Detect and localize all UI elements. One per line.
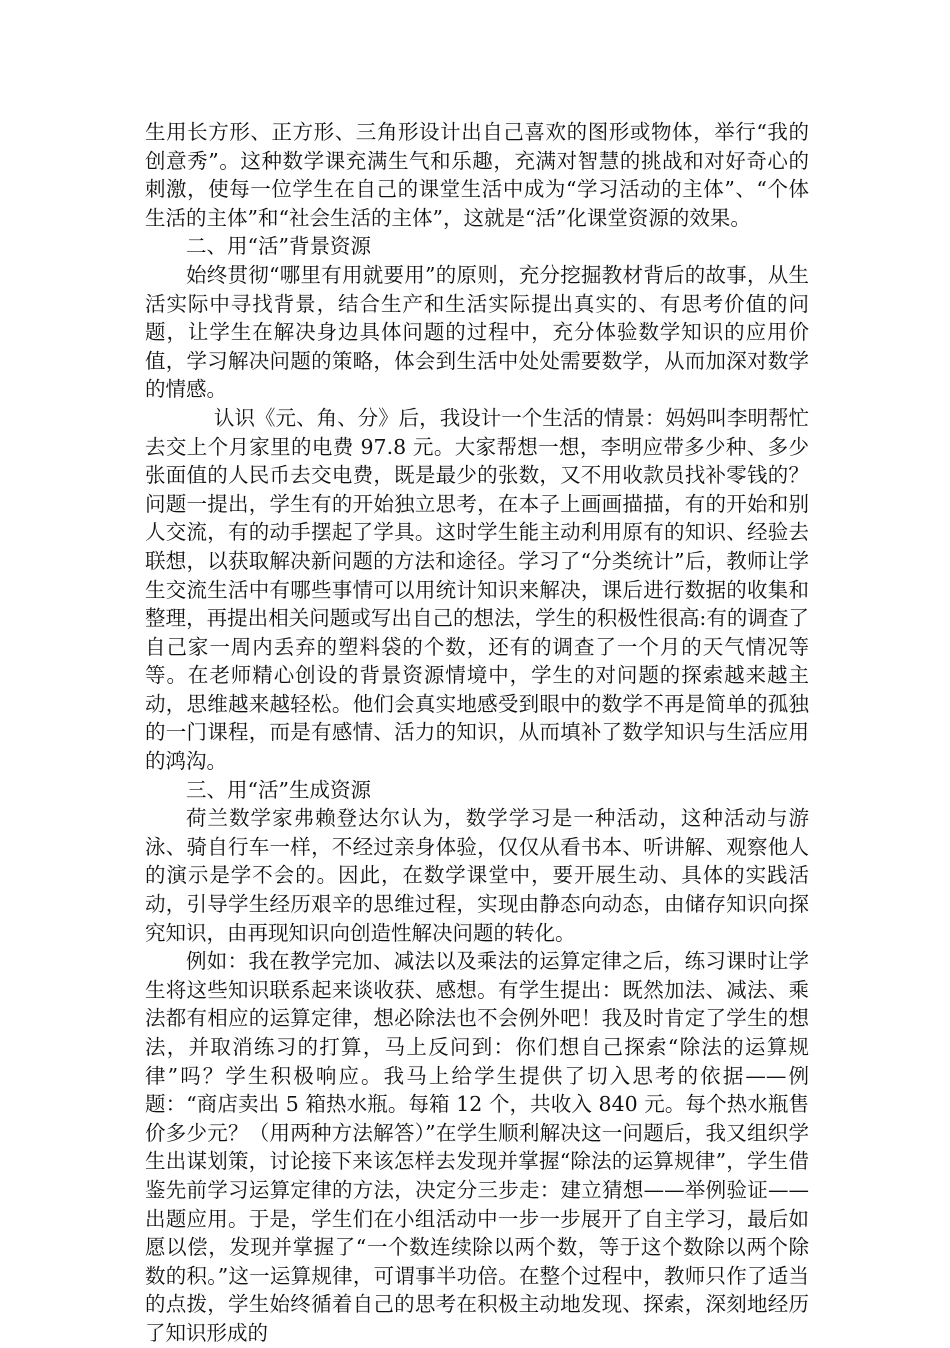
- paragraph-money-example: 认识《元、角、分》后，我设计一个生活的情景：妈妈叫李明帮忙去交上个月家里的电费 97.8 元。大家帮想一想，李明应带多少种、多少张面值的人民币去交电费，既是最少的张数，又不用收款员找补零钱的？问题一提出，学生有的开始独立思考，在本子上画画描描，有的开始和别人交流，有的动手摆起了学具。这时学生能主动利用原有的知识、经验去联想，以获取解决新问题的方法和途径。学习了“分类统计”后，教师让学生交流生活中有哪些事情可以用统计知识来解决，课后进行数据的收集和整理，再提出相关问题或写出自己的想法，学生的积极性很高:有的调查了自己家一周内丢弃的塑料袋的个数，还有的调查了一个月的天气情况等等。在老师精心创设的背景资源情境中，学生的对问题的探索越来越主动，思维越来越轻松。他们会真实地感受到眼中的数学不再是简单的孤独的一门课程，而是有感情、活力的知识，从而填补了数学知识与生活应用的鸿沟。: [145, 405, 809, 774]
- document-body: [145, 118, 809, 1348]
- paragraph-creative-show: 生用长方形、正方形、三角形设计出自己喜欢的图形或物体，举行“我的创意秀”。这种数学课充满生气和乐趣，充满对智慧的挑战和对好奇心的刺激，使每一位学生在自己的课堂生活中成为“学习活动的主体”、“个体生活的主体”和“社会生活的主体”，这就是“活”化课堂资源的效果。: [145, 120, 809, 230]
- paragraph-freudenthal: 荷兰数学家弗赖登达尔认为，数学学习是一种活动，这种活动与游泳、骑自行车一样，不经过亲身体验，仅仅从看书本、听讲解、观察他人的演示是学不会的。因此，在数学课堂中，要开展生动、具体的实践活动，引导学生经历艰辛的思维过程，实现由静态向动态，由储存知识向探究知识，由再现知识向创造性解决问题的转化。: [145, 806, 809, 945]
- paragraph-background-principle: 始终贯彻“哪里有用就要用”的原则，充分挖掘教材背后的故事，从生活实际中寻找背景，结合生产和生活实际提出真实的、有思考价值的问题，让学生在解决身边具体问题的过程中，充分体验数学知识的应用价值，学习解决问题的策略，体会到生活中处处需要数学，从而加深对数学的情感。: [145, 262, 809, 402]
- paragraph-division-rule-example: 例如：我在教学完加、减法以及乘法的运算定律之后，练习课时让学生将这些知识联系起来谈收获、感想。有学生提出：既然加法、减法、乘法都有相应的运算定律，想必除法也不会例外吧！我及时肯定了学生的想法，并取消练习的打算，马上反问到：你们想自己探索“除法的运算规律”吗？学生积极响应。我马上给学生提供了切入思考的依据——例题：“商店卖出 5 箱热水瓶。每箱 12 个，共收入 840 元。每个热水瓶售价多少元？（用两种方法解答）”在学生顺利解决这一问题后，我又组织学生出谋划策，讨论接下来该怎样去发现并掌握“除法的运算规律”，学生借鉴先前学习运算定律的方法，决定分三步走：建立猜想——举例验证——出题应用。于是，学生们在小组活动中一步一步展开了自主学习，最后如愿以偿，发现并掌握了“一个数连续除以两个数，等于这个数除以两个除数的积。”这一运算规律，可谓事半功倍。在整个过程中，教师只作了适当的点拨，学生始终循着自己的思考在积极主动地发现、探索，深刻地经历了知识形成的: [145, 949, 809, 1345]
- section-heading-generated-resources: 三、用“活”生成资源: [186, 777, 371, 802]
- section-heading-background-resources: 二、用“活”背景资源: [186, 234, 371, 259]
